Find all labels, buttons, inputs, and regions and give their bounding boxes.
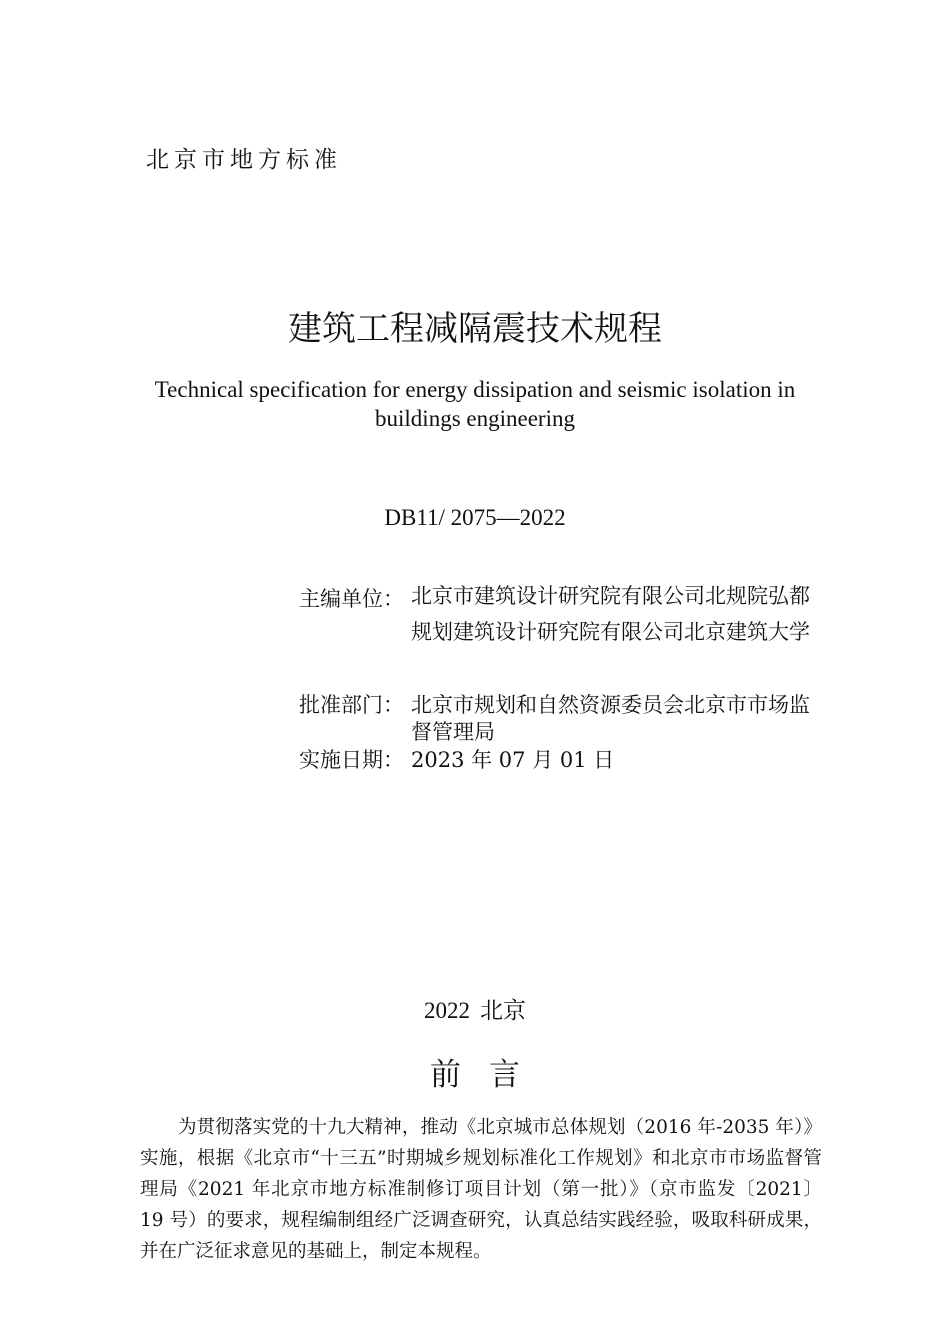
document-title-chinese: 建筑工程减隔震技术规程 [288,309,662,349]
date-label: 实施日期： [299,748,404,772]
standard-type-header: 北京市地方标准 [146,147,342,173]
foreword-body: 为贯彻落实党的十九大精神，推动《北京城市总体规划（2016 年-2035 年）》实施，根据《北京市“十三五”时期城乡规划标准化工作规划》和北京市市场监督管理局《2021 年北京市地方标准制修订项目计划（第一批）》（京市监发〔2021〕 19 号）的要求，规程编制组经广泛调查研究，认真总结实践经验，吸取科研成果，并在广泛征求意见的基础上，制定本规程。 [140,1117,822,1262]
editor-row [299,583,819,650]
date-row [299,747,819,774]
editor-label: 主编单位： [299,587,404,611]
foreword-title: 前言 [430,1057,548,1093]
publication-year: 2022 [424,998,470,1023]
publication-line [0,992,950,1025]
date-value: 2023 年 07 月 01 日 [411,748,615,772]
publication-place: 北京 [480,998,526,1024]
approval-row [299,692,819,746]
document-title-english: Technical specification for energy dissipation and seismic isolation in buildings engineering [154,377,796,431]
approval-value: 北京市规划和自然资源委员会北京市市场监督管理局 [411,693,810,744]
standard-code: DB11/ 2075—2022 [384,505,566,530]
editor-value: 北京市建筑设计研究院有限公司北规院弘都规划建筑设计研究院有限公司北京建筑大学 [411,584,810,644]
approval-label: 批准部门： [299,693,404,717]
